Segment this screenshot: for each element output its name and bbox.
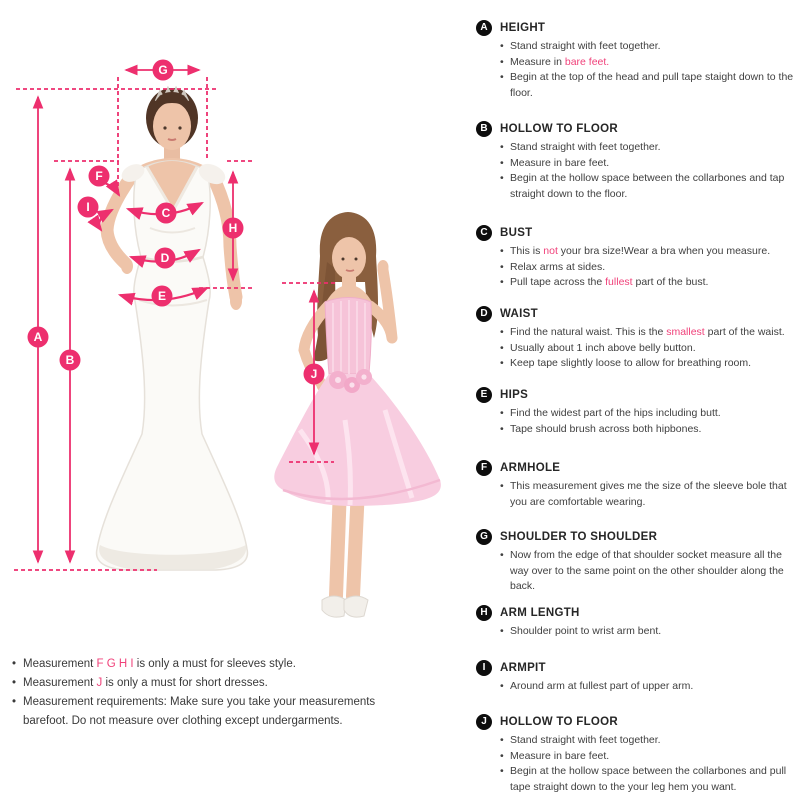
svg-text:B: B xyxy=(65,353,75,368)
section-letter-badge: A xyxy=(476,20,492,36)
section-letter-badge: I xyxy=(476,660,492,676)
instruction-text: Shoulder point to wrist arm bent. xyxy=(510,625,662,637)
instruction-text: Now from the edge of that shoulder socket measure all the way over to the same point on the other shoulder along the back. xyxy=(510,549,784,592)
instruction-text: Begin at the top of the head and pull tape staight down to the floor. xyxy=(510,71,794,99)
section-title: HOLLOW TO FLOOR xyxy=(500,123,618,135)
measurement-section-f xyxy=(476,460,798,510)
section-header xyxy=(476,605,798,621)
section-letter-badge: H xyxy=(476,605,492,621)
footnote-text: Measurement xyxy=(23,658,97,670)
instruction-text: Begin at the hollow space between the collarbones and pull tape straight down to the your leg hem you want. xyxy=(510,765,787,793)
section-bullet-list xyxy=(500,39,798,101)
highlighted-text: F G H I xyxy=(96,658,134,670)
section-title: ARM LENGTH xyxy=(500,607,580,619)
section-title: SHOULDER TO SHOULDER xyxy=(500,531,658,543)
instruction-text: Around arm at fullest part of upper arm. xyxy=(510,680,694,692)
footnote-text: is only a must for sleeves style. xyxy=(133,658,296,670)
footnote-text: Measurement requirements: Make sure you take your measurements barefoot. Do not measure over clothing except undergarments. xyxy=(23,696,376,727)
svg-text:D: D xyxy=(160,251,170,266)
instruction-bullet xyxy=(500,479,798,510)
section-bullet-list xyxy=(500,244,798,291)
svg-text:C: C xyxy=(161,206,171,221)
svg-text:H: H xyxy=(228,221,238,236)
section-letter-badge: E xyxy=(476,387,492,403)
instruction-bullet xyxy=(500,325,798,341)
section-letter-badge: B xyxy=(476,121,492,137)
instruction-bullet xyxy=(500,171,798,202)
instruction-bullet xyxy=(500,406,798,422)
section-letter-badge: F xyxy=(476,460,492,476)
instruction-text: Find the widest part of the hips including butt. xyxy=(510,407,721,419)
section-header xyxy=(476,225,798,241)
section-bullet-list xyxy=(500,624,798,640)
section-header xyxy=(476,529,798,545)
section-header xyxy=(476,121,798,137)
instruction-bullet xyxy=(500,356,798,372)
measurement-section-a xyxy=(476,20,798,101)
instruction-text: Stand straight with feet together. xyxy=(510,40,661,52)
instruction-text: your bra size!Wear a bra when you measure. xyxy=(557,245,771,257)
section-bullet-list xyxy=(500,479,798,510)
instruction-text: Measure in xyxy=(510,55,565,68)
footnote-text: is only a must for short dresses. xyxy=(102,677,268,689)
highlighted-text: J xyxy=(96,677,103,689)
section-bullet-list xyxy=(500,548,798,595)
section-letter-badge: J xyxy=(476,714,492,730)
measurement-section-b xyxy=(476,121,798,202)
instruction-text: Measure in bare feet. xyxy=(510,749,610,762)
measurement-section-e xyxy=(476,387,798,437)
instruction-text: This is xyxy=(510,245,544,257)
instruction-bullet xyxy=(500,422,798,438)
instruction-text: Pull tape across the xyxy=(510,276,606,288)
instruction-text: part of the bust. xyxy=(632,276,709,288)
instruction-bullet xyxy=(500,70,798,101)
instruction-bullet xyxy=(500,749,798,765)
section-title: HIPS xyxy=(500,389,529,401)
section-title: ARMPIT xyxy=(500,662,546,674)
section-title: ARMHOLE xyxy=(500,462,561,474)
svg-text:A: A xyxy=(33,330,43,345)
instruction-text: Find the natural waist. This is the xyxy=(510,326,667,338)
instruction-bullet xyxy=(500,275,798,291)
section-title: HEIGHT xyxy=(500,22,546,34)
svg-text:E: E xyxy=(157,289,167,304)
highlighted-text: fullest xyxy=(605,276,633,288)
instruction-text: Relax arms at sides. xyxy=(510,260,606,273)
footnote xyxy=(12,655,414,674)
measurement-section-i xyxy=(476,660,798,695)
instruction-text: Begin at the hollow space between the collarbones and tap straight down to the floor. xyxy=(510,172,785,200)
svg-text:F: F xyxy=(95,169,103,184)
section-title: WAIST xyxy=(500,308,538,320)
measurement-section-j xyxy=(476,714,798,795)
measurement-section-g xyxy=(476,529,798,595)
instruction-text: part of the waist. xyxy=(704,326,785,338)
section-bullet-list xyxy=(500,406,798,437)
section-header xyxy=(476,660,798,676)
instruction-bullet xyxy=(500,341,798,357)
instruction-bullet xyxy=(500,548,798,595)
measurement-section-h xyxy=(476,605,798,640)
footnote xyxy=(12,674,414,693)
section-letter-badge: C xyxy=(476,225,492,241)
instruction-text: Tape should brush across both hipbones. xyxy=(510,422,702,435)
instruction-bullet xyxy=(500,140,798,156)
instruction-bullet xyxy=(500,624,798,640)
instruction-bullet xyxy=(500,679,798,695)
instruction-bullet xyxy=(500,244,798,260)
section-bullet-list xyxy=(500,679,798,695)
measurement-section-c xyxy=(476,225,798,291)
section-header xyxy=(476,714,798,730)
instruction-text: Measure in bare feet. xyxy=(510,156,610,169)
instruction-text: Stand straight with feet together. xyxy=(510,141,661,153)
section-header xyxy=(476,460,798,476)
instruction-bullet xyxy=(500,764,798,795)
section-bullet-list xyxy=(500,733,798,795)
svg-text:J: J xyxy=(310,367,318,382)
instruction-bullet xyxy=(500,733,798,749)
highlighted-text: bare feet. xyxy=(564,55,610,68)
instruction-text: This measurement gives me the size of the sleeve bole that you are comfortable wearing. xyxy=(510,480,787,508)
section-header xyxy=(476,20,798,36)
instruction-text: Usually about 1 inch above belly button. xyxy=(510,341,696,354)
section-title: BUST xyxy=(500,227,533,239)
instruction-bullet xyxy=(500,55,798,71)
footnote xyxy=(12,693,414,731)
section-letter-badge: D xyxy=(476,306,492,322)
section-header xyxy=(476,306,798,322)
instruction-bullet xyxy=(500,260,798,276)
svg-text:G: G xyxy=(158,63,168,78)
footnote-text: Measurement xyxy=(23,677,97,689)
highlighted-text: smallest xyxy=(666,326,705,338)
section-letter-badge: G xyxy=(476,529,492,545)
section-title: HOLLOW TO FLOOR xyxy=(500,716,618,728)
measurement-section-d xyxy=(476,306,798,372)
section-header xyxy=(476,387,798,403)
highlighted-text: not xyxy=(543,245,558,257)
instruction-bullet xyxy=(500,156,798,172)
footnotes xyxy=(12,655,414,731)
svg-text:I: I xyxy=(86,200,90,215)
instruction-text: Stand straight with feet together. xyxy=(510,734,661,746)
section-bullet-list xyxy=(500,325,798,372)
section-bullet-list xyxy=(500,140,798,202)
instruction-bullet xyxy=(500,39,798,55)
instruction-text: Keep tape slightly loose to allow for breathing room. xyxy=(510,357,752,369)
